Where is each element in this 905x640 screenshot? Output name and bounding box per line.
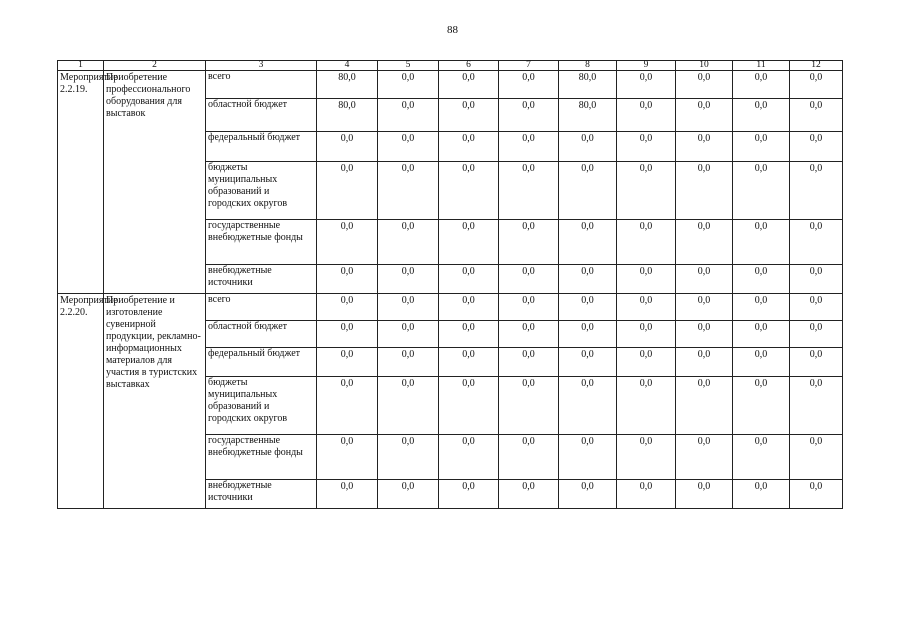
value-cell: 0,0 [790, 348, 843, 377]
value-cell: 0,0 [790, 480, 843, 509]
value-cell: 0,0 [439, 294, 499, 321]
value-cell: 0,0 [617, 220, 676, 265]
funding-source-cell: всего [206, 71, 317, 99]
value-cell: 0,0 [378, 377, 439, 435]
value-cell: 0,0 [499, 480, 559, 509]
funding-source-cell: внебюджетные источники [206, 480, 317, 509]
value-cell: 0,0 [676, 294, 733, 321]
table-row [58, 71, 843, 99]
value-cell: 0,0 [499, 265, 559, 294]
funding-source-cell: внебюджетные источники [206, 265, 317, 294]
value-cell: 0,0 [439, 321, 499, 348]
table-body [58, 61, 843, 509]
value-cell: 0,0 [499, 435, 559, 480]
column-header: 9 [617, 61, 676, 71]
column-header: 7 [499, 61, 559, 71]
value-cell: 0,0 [317, 220, 378, 265]
funding-source-cell: федеральный бюджет [206, 348, 317, 377]
table-row [58, 294, 843, 321]
event-title-cell: Приобретение и изготовление сувенирной продукции, рекламно-информационных материалов для участия в туристских выставках [104, 294, 206, 509]
value-cell: 0,0 [559, 265, 617, 294]
value-cell: 0,0 [733, 220, 790, 265]
value-cell: 0,0 [733, 265, 790, 294]
value-cell: 0,0 [790, 71, 843, 99]
column-header: 3 [206, 61, 317, 71]
value-cell: 0,0 [378, 348, 439, 377]
value-cell: 80,0 [559, 71, 617, 99]
value-cell: 0,0 [378, 294, 439, 321]
value-cell: 0,0 [559, 348, 617, 377]
value-cell: 0,0 [439, 480, 499, 509]
value-cell: 0,0 [676, 71, 733, 99]
value-cell: 0,0 [317, 377, 378, 435]
value-cell: 0,0 [790, 162, 843, 220]
value-cell: 0,0 [499, 348, 559, 377]
value-cell: 0,0 [439, 132, 499, 162]
value-cell: 0,0 [733, 321, 790, 348]
value-cell: 0,0 [676, 132, 733, 162]
value-cell: 0,0 [559, 480, 617, 509]
value-cell: 0,0 [439, 265, 499, 294]
column-header: 11 [733, 61, 790, 71]
value-cell: 0,0 [733, 348, 790, 377]
value-cell: 0,0 [378, 132, 439, 162]
event-title-cell: Приобретение профессионального оборудования для выставок [104, 71, 206, 294]
value-cell: 0,0 [439, 162, 499, 220]
funding-source-cell: областной бюджет [206, 321, 317, 348]
value-cell: 0,0 [790, 377, 843, 435]
value-cell: 0,0 [559, 162, 617, 220]
value-cell: 0,0 [559, 220, 617, 265]
funding-source-cell: бюджеты муниципальных образований и городских округов [206, 377, 317, 435]
value-cell: 0,0 [676, 435, 733, 480]
value-cell: 0,0 [676, 321, 733, 348]
value-cell: 0,0 [617, 348, 676, 377]
funding-source-cell: государственные внебюджетные фонды [206, 435, 317, 480]
column-header: 8 [559, 61, 617, 71]
value-cell: 0,0 [733, 435, 790, 480]
value-cell: 0,0 [617, 294, 676, 321]
value-cell: 0,0 [733, 162, 790, 220]
value-cell: 0,0 [317, 162, 378, 220]
funding-source-cell: федеральный бюджет [206, 132, 317, 162]
value-cell: 0,0 [617, 265, 676, 294]
value-cell: 0,0 [617, 377, 676, 435]
value-cell: 0,0 [317, 321, 378, 348]
value-cell: 0,0 [617, 321, 676, 348]
value-cell: 0,0 [317, 435, 378, 480]
value-cell: 0,0 [378, 265, 439, 294]
budget-table [57, 60, 843, 509]
value-cell: 0,0 [499, 162, 559, 220]
value-cell: 0,0 [617, 162, 676, 220]
value-cell: 0,0 [439, 220, 499, 265]
value-cell: 0,0 [317, 348, 378, 377]
value-cell: 0,0 [439, 348, 499, 377]
event-number-cell: Мероприятие 2.2.20. [58, 294, 104, 509]
column-header: 4 [317, 61, 378, 71]
value-cell: 0,0 [378, 162, 439, 220]
value-cell: 0,0 [733, 99, 790, 132]
value-cell: 0,0 [676, 480, 733, 509]
value-cell: 0,0 [676, 220, 733, 265]
value-cell: 0,0 [790, 220, 843, 265]
value-cell: 80,0 [317, 71, 378, 99]
value-cell: 0,0 [499, 132, 559, 162]
value-cell: 0,0 [617, 480, 676, 509]
value-cell: 0,0 [499, 294, 559, 321]
column-header: 6 [439, 61, 499, 71]
value-cell: 0,0 [378, 435, 439, 480]
value-cell: 0,0 [733, 132, 790, 162]
value-cell: 0,0 [676, 162, 733, 220]
value-cell: 0,0 [733, 294, 790, 321]
value-cell: 0,0 [439, 435, 499, 480]
value-cell: 0,0 [317, 132, 378, 162]
value-cell: 0,0 [499, 377, 559, 435]
value-cell: 0,0 [317, 480, 378, 509]
funding-source-cell: государственные внебюджетные фонды [206, 220, 317, 265]
funding-source-cell: всего [206, 294, 317, 321]
value-cell: 0,0 [499, 220, 559, 265]
value-cell: 0,0 [617, 435, 676, 480]
value-cell: 0,0 [559, 294, 617, 321]
value-cell: 0,0 [790, 99, 843, 132]
value-cell: 0,0 [733, 71, 790, 99]
value-cell: 0,0 [733, 377, 790, 435]
value-cell: 0,0 [439, 71, 499, 99]
column-number-row [58, 61, 843, 71]
value-cell: 0,0 [559, 321, 617, 348]
value-cell: 0,0 [378, 321, 439, 348]
column-header: 5 [378, 61, 439, 71]
event-number-cell: Мероприятие 2.2.19. [58, 71, 104, 294]
value-cell: 0,0 [499, 321, 559, 348]
value-cell: 0,0 [378, 220, 439, 265]
value-cell: 0,0 [559, 377, 617, 435]
value-cell: 0,0 [439, 99, 499, 132]
column-header: 1 [58, 61, 104, 71]
value-cell: 0,0 [676, 377, 733, 435]
value-cell: 0,0 [499, 99, 559, 132]
column-header: 12 [790, 61, 843, 71]
value-cell: 0,0 [378, 480, 439, 509]
value-cell: 80,0 [317, 99, 378, 132]
value-cell: 0,0 [676, 265, 733, 294]
value-cell: 0,0 [790, 265, 843, 294]
page-number: 88 [447, 24, 458, 36]
value-cell: 0,0 [617, 71, 676, 99]
value-cell: 0,0 [499, 71, 559, 99]
value-cell: 0,0 [317, 294, 378, 321]
funding-source-cell: бюджеты муниципальных образований и городских округов [206, 162, 317, 220]
value-cell: 0,0 [733, 480, 790, 509]
value-cell: 0,0 [790, 435, 843, 480]
column-header: 2 [104, 61, 206, 71]
value-cell: 0,0 [378, 99, 439, 132]
value-cell: 0,0 [559, 132, 617, 162]
value-cell: 0,0 [617, 132, 676, 162]
value-cell: 0,0 [676, 348, 733, 377]
value-cell: 0,0 [559, 435, 617, 480]
value-cell: 0,0 [790, 132, 843, 162]
value-cell: 0,0 [617, 99, 676, 132]
value-cell: 0,0 [676, 99, 733, 132]
value-cell: 0,0 [790, 294, 843, 321]
column-header: 10 [676, 61, 733, 71]
funding-source-cell: областной бюджет [206, 99, 317, 132]
value-cell: 80,0 [559, 99, 617, 132]
value-cell: 0,0 [317, 265, 378, 294]
value-cell: 0,0 [790, 321, 843, 348]
value-cell: 0,0 [439, 377, 499, 435]
value-cell: 0,0 [378, 71, 439, 99]
